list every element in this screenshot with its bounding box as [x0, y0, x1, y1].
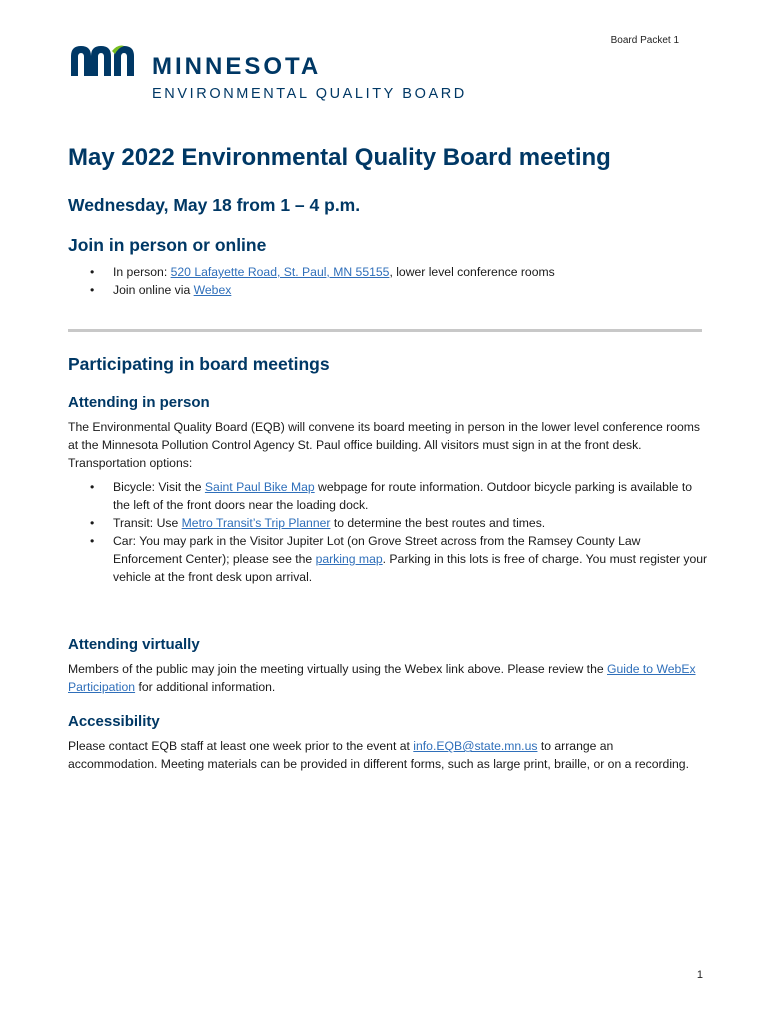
- attending-virtually-heading: Attending virtually: [68, 636, 200, 653]
- participating-heading: Participating in board meetings: [68, 354, 330, 374]
- mn-logo-mark-icon: [68, 44, 136, 78]
- address-link[interactable]: 520 Lafayette Road, St. Paul, MN 55155: [170, 265, 390, 279]
- bullet-icon: •: [90, 516, 95, 530]
- join-list: [68, 263, 708, 299]
- list-item: • In person: 520 Lafayette Road, St. Paul, MN 55155, lower level conference rooms: [90, 265, 555, 279]
- webex-guide-link[interactable]: Guide to WebEx Participation: [68, 662, 696, 694]
- trip-planner-link[interactable]: Metro Transit’s Trip Planner: [181, 516, 331, 530]
- accessibility-paragraph: Please contact EQB staff at least one week prior to the event at info.EQB@state.mn.us to arrange an accommodation. Meeting materials can be provided in different forms, such as large print, braille, or on a recording.: [68, 739, 689, 771]
- webex-link[interactable]: Webex: [193, 283, 232, 297]
- bike-map-link[interactable]: Saint Paul Bike Map: [204, 480, 315, 494]
- list-item: • Transit: Use Metro Transit’s Trip Planner to determine the best routes and times.: [90, 516, 546, 530]
- list-item: • Join online via Webex: [90, 283, 232, 297]
- meeting-date-heading: Wednesday, May 18 from 1 – 4 p.m.: [68, 195, 361, 215]
- virtual-paragraph: Members of the public may join the meeting virtually using the Webex link above. Please review the Guide to WebEx Participation for additional information.: [68, 662, 696, 694]
- email-link[interactable]: info.EQB@state.mn.us: [413, 739, 538, 753]
- bullet-icon: •: [90, 480, 95, 494]
- list-item: • Bicycle: Visit the Saint Paul Bike Map webpage for route information. Outdoor bicycle parking is available to the left of the front doors near the loading dock.: [90, 480, 692, 512]
- list-item: • Car: You may park in the Visitor Jupiter Lot (on Grove Street across from the Ramsey County Law Enforcement Center); please see the parking map. Parking in this lots is free of charge. You must register your vehicle at the front desk upon arrival.: [90, 534, 708, 584]
- accessibility-heading: Accessibility: [68, 713, 160, 730]
- bullet-icon: •: [90, 265, 95, 279]
- transportation-list: [68, 478, 708, 586]
- attending-in-person-heading: Attending in person: [68, 394, 210, 411]
- page-number: 1: [696, 969, 703, 981]
- parking-map-link[interactable]: parking map: [315, 552, 383, 566]
- logo-subtitle: ENVIRONMENTAL QUALITY BOARD: [152, 86, 467, 102]
- page-label: Board Packet 1: [610, 35, 679, 46]
- logo-wordmark: MINNESOTA: [152, 53, 322, 80]
- page-title: May 2022 Environmental Quality Board meeting: [68, 144, 611, 171]
- join-heading: Join in person or online: [68, 235, 267, 255]
- bullet-icon: •: [90, 534, 95, 548]
- section-divider: [68, 329, 702, 332]
- in-person-paragraph: The Environmental Quality Board (EQB) will convene its board meeting in person in the lower level conference rooms at the Minnesota Pollution Control Agency St. Paul office building. All visitors must sign in at the front desk. Transportation options:: [68, 420, 701, 470]
- bullet-icon: •: [90, 283, 95, 297]
